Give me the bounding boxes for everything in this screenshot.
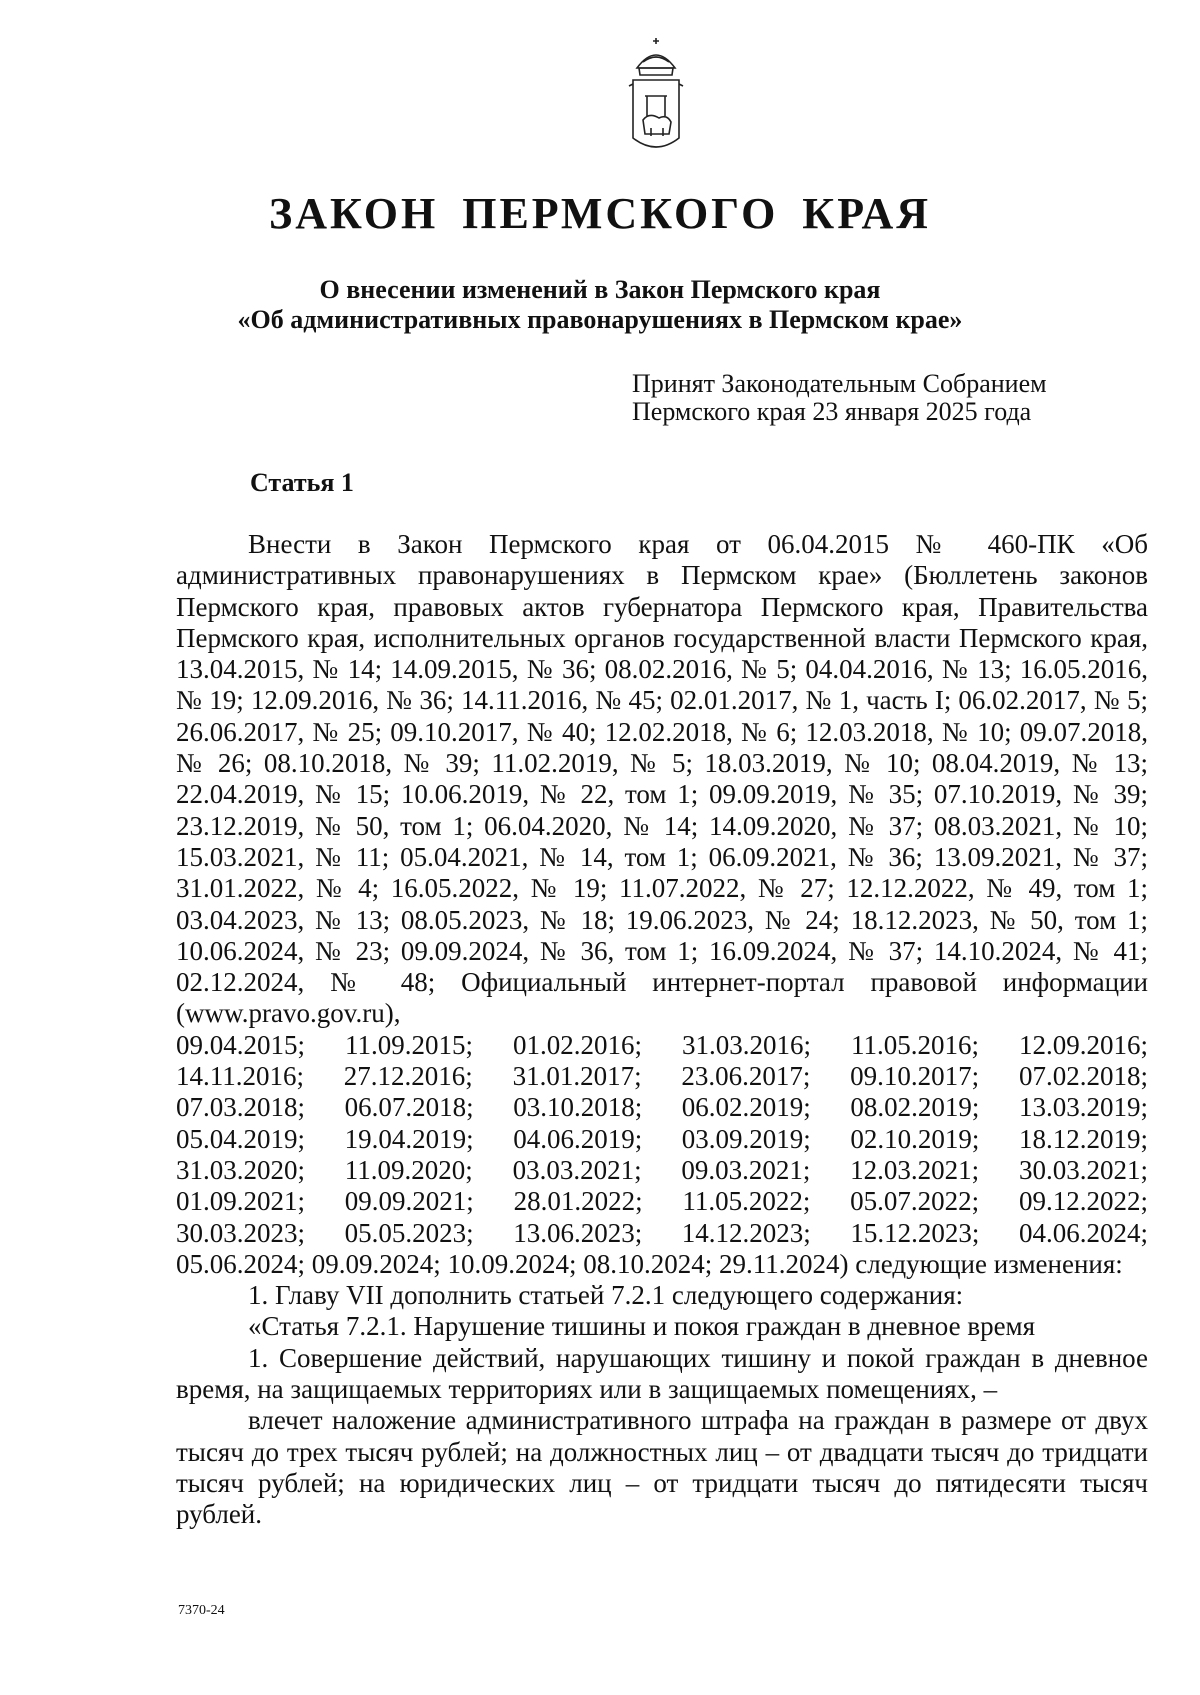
date-item: 11.05.2016;	[850, 1029, 979, 1060]
closing-line: 05.06.2024; 09.09.2024; 10.09.2024; 08.10.2024; 29.11.2024) следующие изменения:	[176, 1248, 1123, 1279]
date-item: 07.02.2018;	[1018, 1061, 1148, 1092]
date-item: 09.04.2015;	[176, 1029, 306, 1060]
date-item: 03.03.2021;	[512, 1154, 642, 1185]
date-item: 04.06.2024;	[1018, 1217, 1148, 1248]
date-row	[176, 1124, 1148, 1155]
date-item: 05.05.2023;	[344, 1217, 474, 1248]
date-item: 09.03.2021;	[681, 1154, 811, 1185]
new-article-paragraph-2: влечет наложение административного штрафа на граждан в размере от двух тысяч до трех тысяч рублей; на должностных лиц – от двадцати тысяч до тридцати тысяч рублей; на юридических лиц – от тридцати тысяч до пятидесяти тысяч рублей.	[176, 1405, 1148, 1530]
article-body	[176, 529, 1148, 1531]
date-item: 11.09.2020;	[344, 1154, 473, 1185]
date-item: 15.12.2023;	[850, 1217, 980, 1248]
date-item: 11.09.2015;	[345, 1029, 473, 1060]
adoption-line-2: Пермского края 23 января 2025 года	[632, 397, 1032, 426]
date-item: 03.10.2018;	[513, 1092, 643, 1123]
date-item: 14.12.2023;	[681, 1217, 811, 1248]
date-row	[176, 1186, 1148, 1217]
date-item: 12.03.2021;	[850, 1154, 980, 1185]
date-item: 05.04.2019;	[176, 1123, 306, 1154]
date-item: 19.04.2019;	[344, 1123, 474, 1154]
date-item: 09.09.2021;	[344, 1186, 474, 1217]
date-row	[176, 1155, 1148, 1186]
coat-of-arms-emblem	[625, 38, 687, 158]
adoption-line-1: Принят Законодательным Собранием	[632, 369, 1047, 398]
date-item: 01.02.2016;	[512, 1029, 642, 1060]
date-row	[176, 1092, 1148, 1123]
subtitle-line-2: «Об административных правонарушениях в Пермском крае»	[237, 305, 963, 334]
subtitle-line-1: О внесении изменений в Закон Пермского края	[319, 275, 881, 304]
date-item: 06.07.2018;	[344, 1092, 474, 1123]
date-item: 23.06.2017;	[681, 1061, 811, 1092]
date-row	[176, 1218, 1148, 1249]
article-heading: Статья 1	[250, 468, 354, 497]
date-item: 08.02.2019;	[850, 1092, 980, 1123]
intro-paragraph: Внести в Закон Пермского края от 06.04.2015 № 460-ПК «Об административных правонарушениях в Пермском крае» (Бюллетень законов Пермского края, правовых актов губернатора Пермского края, Правительства Пермского края, исполнительных органов государственной власти Пермского края, 13.04.2015, № 14; 14.09.2015, № 36; 08.02.2016, № 5; 04.04.2016, № 13; 16.05.2016, № 19; 12.09.2016, № 36; 14.11.2016, № 45; 02.01.2017, № 1, часть I; 06.02.2017, № 5; 26.06.2017, № 25; 09.10.2017, № 40; 12.02.2018, № 6; 12.03.2018, № 10; 09.07.2018, № 26; 08.10.2018, № 39; 11.02.2019, № 5; 18.03.2019, № 10; 08.04.2019, № 13; 22.04.2019, № 15; 10.06.2019, № 22, том 1; 09.09.2019, № 35; 07.10.2019, № 39; 23.12.2019, № 50, том 1; 06.04.2020, № 14; 14.09.2020, № 37; 08.03.2021, № 10; 15.03.2021, № 11; 05.04.2021, № 14, том 1; 06.09.2021, № 36; 13.09.2021, № 37; 31.01.2022, № 4; 16.05.2022, № 19; 11.07.2022, № 27; 12.12.2022, № 49, том 1; 03.04.2023, № 13; 08.05.2023, № 18; 19.06.2023, № 24; 18.12.2023, № 50, том 1; 10.06.2024, № 23; 09.09.2024, № 36, том 1; 16.09.2024, № 37; 14.10.2024, № 41; 02.12.2024, № 48; Официальный интернет-портал правовой информации (www.pravo.gov.ru),	[176, 529, 1148, 1029]
document-code: 7370-24	[178, 1603, 225, 1618]
date-item: 27.12.2016;	[343, 1061, 473, 1092]
date-item: 09.12.2022;	[1018, 1186, 1148, 1217]
date-row	[176, 1061, 1148, 1092]
publication-dates	[176, 1030, 1148, 1249]
date-item: 18.12.2019;	[1018, 1123, 1148, 1154]
document-subtitle	[0, 275, 1200, 335]
date-item: 07.03.2018;	[176, 1092, 306, 1123]
date-item: 12.09.2016;	[1018, 1029, 1148, 1060]
new-article-title: «Статья 7.2.1. Нарушение тишины и покоя граждан в дневное время	[248, 1311, 1036, 1342]
date-item: 13.06.2023;	[513, 1217, 643, 1248]
date-item: 28.01.2022;	[513, 1186, 643, 1217]
date-item: 30.03.2023;	[176, 1217, 306, 1248]
date-item: 06.02.2019;	[681, 1092, 811, 1123]
date-item: 01.09.2021;	[176, 1186, 306, 1217]
item-1: 1. Главу VII дополнить статьей 7.2.1 следующего содержания:	[248, 1280, 964, 1311]
date-item: 02.10.2019;	[850, 1123, 980, 1154]
date-item: 03.09.2019;	[681, 1123, 811, 1154]
adoption-note	[632, 370, 1047, 426]
date-item: 31.03.2020;	[176, 1154, 306, 1185]
date-item: 09.10.2017;	[850, 1061, 980, 1092]
date-row	[176, 1030, 1148, 1061]
date-item: 04.06.2019;	[513, 1123, 643, 1154]
date-item: 14.11.2016;	[176, 1061, 304, 1092]
date-item: 05.07.2022;	[850, 1186, 980, 1217]
new-article-paragraph-1: 1. Совершение действий, нарушающих тишину и покой граждан в дневное время, на защищаемых территориях или в защищаемых помещениях, –	[176, 1342, 1148, 1405]
date-item: 31.03.2016;	[681, 1029, 811, 1060]
date-item: 13.03.2019;	[1018, 1092, 1148, 1123]
date-item: 31.01.2017;	[512, 1061, 642, 1092]
date-item: 11.05.2022;	[682, 1186, 811, 1217]
document-title: ЗАКОН ПЕРМСКОГО КРАЯ	[268, 189, 932, 238]
date-item: 30.03.2021;	[1018, 1154, 1148, 1185]
